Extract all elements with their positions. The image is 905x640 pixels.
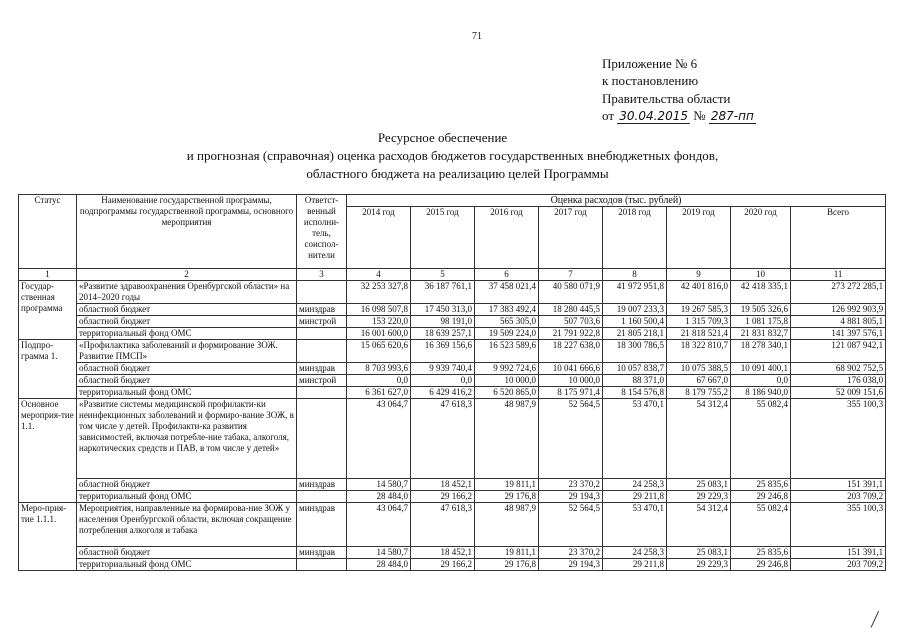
status-cell: Основное мероприя-тие 1.1. <box>19 399 77 503</box>
value-cell: 18 300 786,5 <box>603 340 667 363</box>
column-number-cell: 7 <box>539 269 603 281</box>
value-cell: 47 618,3 <box>411 503 475 547</box>
header-year-2015: 2015 год <box>411 207 475 269</box>
responsible-cell: минздрав <box>297 363 347 375</box>
responsible-cell <box>297 559 347 571</box>
table-row <box>19 363 886 375</box>
total-value-cell: 273 272 285,1 <box>791 281 886 304</box>
value-cell: 25 835,6 <box>731 547 791 559</box>
responsible-cell: минстрой <box>297 316 347 328</box>
value-cell: 29 166,2 <box>411 559 475 571</box>
header-total: Всего <box>791 207 886 269</box>
value-cell: 29 194,3 <box>539 559 603 571</box>
table-row <box>19 328 886 340</box>
value-cell: 8 703 993,6 <box>347 363 411 375</box>
column-number-cell: 6 <box>475 269 539 281</box>
header-year-2014: 2014 год <box>347 207 411 269</box>
column-number-cell: 10 <box>731 269 791 281</box>
value-cell: 18 639 257,1 <box>411 328 475 340</box>
column-number-cell: 1 <box>19 269 77 281</box>
table-row <box>19 281 886 304</box>
value-cell: 48 987,9 <box>475 503 539 547</box>
column-number-row <box>19 269 886 281</box>
value-cell: 36 187 761,1 <box>411 281 475 304</box>
value-cell: 55 082,4 <box>731 503 791 547</box>
value-cell: 23 370,2 <box>539 479 603 491</box>
value-cell: 29 211,8 <box>603 491 667 503</box>
value-cell: 88 371,0 <box>603 375 667 387</box>
value-cell: 18 452,1 <box>411 547 475 559</box>
status-cell: Государ-ственная программа <box>19 281 77 340</box>
total-value-cell: 203 709,2 <box>791 559 886 571</box>
value-cell: 10 041 666,6 <box>539 363 603 375</box>
appendix-line-2: к постановлению <box>602 73 699 88</box>
responsible-cell: минстрой <box>297 375 347 387</box>
responsible-cell: минздрав <box>297 547 347 559</box>
header-status: Статус <box>19 195 77 269</box>
appendix-line-3: Правительства области <box>602 91 731 106</box>
value-cell: 19 509 224,0 <box>475 328 539 340</box>
column-number-cell: 3 <box>297 269 347 281</box>
value-cell: 16 098 507,8 <box>347 304 411 316</box>
handwritten-date: 30.04.2015 <box>619 109 688 123</box>
value-cell: 8 186 940,0 <box>731 387 791 399</box>
value-cell: 55 082,4 <box>731 399 791 479</box>
value-cell: 28 484,0 <box>347 559 411 571</box>
name-cell: территориальный фонд ОМС <box>77 491 297 503</box>
column-number-cell: 8 <box>603 269 667 281</box>
responsible-cell: минздрав <box>297 503 347 547</box>
value-cell: 54 312,4 <box>667 503 731 547</box>
column-number-cell: 4 <box>347 269 411 281</box>
responsible-cell <box>297 340 347 363</box>
total-value-cell: 151 391,1 <box>791 547 886 559</box>
status-cell: Меро-прия-тие 1.1.1. <box>19 503 77 571</box>
value-cell: 52 564,5 <box>539 399 603 479</box>
table-row <box>19 375 886 387</box>
table-row <box>19 547 886 559</box>
responsible-cell <box>297 399 347 479</box>
value-cell: 52 564,5 <box>539 503 603 547</box>
total-value-cell: 355 100,3 <box>791 503 886 547</box>
name-cell: «Профилактика заболеваний и формирование ЗОЖ. Развитие ПМСП» <box>77 340 297 363</box>
value-cell: 6 361 627,0 <box>347 387 411 399</box>
value-cell: 6 429 416,2 <box>411 387 475 399</box>
column-number-cell: 2 <box>77 269 297 281</box>
value-cell: 25 083,1 <box>667 479 731 491</box>
value-cell: 10 057 838,7 <box>603 363 667 375</box>
value-cell: 16 523 589,6 <box>475 340 539 363</box>
status-cell: Подпро-грамма 1. <box>19 340 77 399</box>
appendix-line-1: Приложение № 6 <box>602 56 698 71</box>
responsible-cell <box>297 328 347 340</box>
name-cell: областной бюджет <box>77 316 297 328</box>
name-cell: «Развитие здравоохранения Оренбургской области» на 2014–2020 годы <box>77 281 297 304</box>
value-cell: 21 791 922,8 <box>539 328 603 340</box>
table-row <box>19 387 886 399</box>
value-cell: 19 505 326,6 <box>731 304 791 316</box>
header-estimate: Оценка расходов (тыс. рублей) <box>347 195 886 207</box>
value-cell: 42 418 335,1 <box>731 281 791 304</box>
value-cell: 25 835,6 <box>731 479 791 491</box>
table-row <box>19 491 886 503</box>
name-cell: территориальный фонд ОМС <box>77 559 297 571</box>
value-cell: 29 229,3 <box>667 491 731 503</box>
value-cell: 29 246,8 <box>731 559 791 571</box>
column-number-cell: 5 <box>411 269 475 281</box>
name-cell: территориальный фонд ОМС <box>77 387 297 399</box>
value-cell: 21 831 832,7 <box>731 328 791 340</box>
total-value-cell: 151 391,1 <box>791 479 886 491</box>
table-row <box>19 399 886 479</box>
header-year-2019: 2019 год <box>667 207 731 269</box>
table-row <box>19 340 886 363</box>
value-cell: 8 154 576,8 <box>603 387 667 399</box>
total-value-cell: 121 087 942,1 <box>791 340 886 363</box>
value-cell: 32 253 327,8 <box>347 281 411 304</box>
appendix-date-line <box>602 108 756 124</box>
value-cell: 16 001 600,0 <box>347 328 411 340</box>
value-cell: 24 258,3 <box>603 547 667 559</box>
value-cell: 565 305,0 <box>475 316 539 328</box>
responsible-cell <box>297 491 347 503</box>
value-cell: 0,0 <box>347 375 411 387</box>
value-cell: 98 191,0 <box>411 316 475 328</box>
document-title-line-3: областного бюджета на реализацию целей Программы <box>306 166 609 181</box>
value-cell: 53 470,1 <box>603 399 667 479</box>
value-cell: 17 450 313,0 <box>411 304 475 316</box>
resource-table <box>18 194 886 571</box>
value-cell: 16 369 156,6 <box>411 340 475 363</box>
value-cell: 29 246,8 <box>731 491 791 503</box>
total-value-cell: 203 709,2 <box>791 491 886 503</box>
value-cell: 0,0 <box>411 375 475 387</box>
handwritten-number: 287-пп <box>710 109 754 123</box>
value-cell: 10 075 388,5 <box>667 363 731 375</box>
header-year-2017: 2017 год <box>539 207 603 269</box>
header-year-2020: 2020 год <box>731 207 791 269</box>
value-cell: 153 220,0 <box>347 316 411 328</box>
value-cell: 10 091 400,1 <box>731 363 791 375</box>
value-cell: 19 267 585,3 <box>667 304 731 316</box>
value-cell: 15 065 620,6 <box>347 340 411 363</box>
value-cell: 19 811,1 <box>475 547 539 559</box>
name-cell: областной бюджет <box>77 363 297 375</box>
header-year-2018: 2018 год <box>603 207 667 269</box>
value-cell: 0,0 <box>731 375 791 387</box>
responsible-cell <box>297 281 347 304</box>
value-cell: 507 703,6 <box>539 316 603 328</box>
name-cell: Мероприятия, направленные на формирова-ние ЗОЖ у населения Оренбургской области, включая сокращение потребления алкоголя и табака <box>77 503 297 547</box>
value-cell: 9 992 724,6 <box>475 363 539 375</box>
table-row <box>19 304 886 316</box>
total-value-cell: 355 100,3 <box>791 399 886 479</box>
date-prefix: от <box>602 108 615 123</box>
value-cell: 29 166,2 <box>411 491 475 503</box>
value-cell: 6 520 865,0 <box>475 387 539 399</box>
total-value-cell: 176 038,0 <box>791 375 886 387</box>
value-cell: 1 081 175,8 <box>731 316 791 328</box>
value-cell: 25 083,1 <box>667 547 731 559</box>
table-row <box>19 479 886 491</box>
responsible-cell: минздрав <box>297 304 347 316</box>
name-cell: областной бюджет <box>77 304 297 316</box>
value-cell: 67 667,0 <box>667 375 731 387</box>
value-cell: 47 618,3 <box>411 399 475 479</box>
header-responsible: Ответст-венный исполни-тель, соиспол-нители <box>297 195 347 269</box>
name-cell: областной бюджет <box>77 479 297 491</box>
value-cell: 40 580 071,9 <box>539 281 603 304</box>
total-value-cell: 68 902 752,5 <box>791 363 886 375</box>
value-cell: 29 229,3 <box>667 559 731 571</box>
value-cell: 18 322 810,7 <box>667 340 731 363</box>
value-cell: 19 811,1 <box>475 479 539 491</box>
header-name: Наименование государственной программы, подпрограммы государственной программы, основного мероприятия <box>77 195 297 269</box>
value-cell: 43 064,7 <box>347 503 411 547</box>
value-cell: 42 401 816,0 <box>667 281 731 304</box>
value-cell: 18 227 638,0 <box>539 340 603 363</box>
value-cell: 29 211,8 <box>603 559 667 571</box>
value-cell: 48 987,9 <box>475 399 539 479</box>
value-cell: 8 175 971,4 <box>539 387 603 399</box>
column-number-cell: 11 <box>791 269 886 281</box>
value-cell: 28 484,0 <box>347 491 411 503</box>
value-cell: 21 818 521,4 <box>667 328 731 340</box>
value-cell: 19 007 233,3 <box>603 304 667 316</box>
table-row <box>19 559 886 571</box>
name-cell: областной бюджет <box>77 547 297 559</box>
value-cell: 17 383 492,4 <box>475 304 539 316</box>
table-row <box>19 503 886 547</box>
value-cell: 24 258,3 <box>603 479 667 491</box>
value-cell: 8 179 755,2 <box>667 387 731 399</box>
value-cell: 1 160 500,4 <box>603 316 667 328</box>
value-cell: 18 452,1 <box>411 479 475 491</box>
value-cell: 29 176,8 <box>475 491 539 503</box>
value-cell: 9 939 740,4 <box>411 363 475 375</box>
header-year-2016: 2016 год <box>475 207 539 269</box>
name-cell: областной бюджет <box>77 375 297 387</box>
value-cell: 21 805 218,1 <box>603 328 667 340</box>
table-row <box>19 316 886 328</box>
total-value-cell: 141 397 576,1 <box>791 328 886 340</box>
value-cell: 37 458 021,4 <box>475 281 539 304</box>
value-cell: 43 064,7 <box>347 399 411 479</box>
value-cell: 14 580,7 <box>347 547 411 559</box>
signature-mark <box>871 611 887 631</box>
value-cell: 53 470,1 <box>603 503 667 547</box>
value-cell: 23 370,2 <box>539 547 603 559</box>
responsible-cell: минздрав <box>297 479 347 491</box>
value-cell: 29 176,8 <box>475 559 539 571</box>
column-number-cell: 9 <box>667 269 731 281</box>
page-number: 71 <box>472 31 482 42</box>
value-cell: 14 580,7 <box>347 479 411 491</box>
value-cell: 1 315 709,3 <box>667 316 731 328</box>
value-cell: 18 278 340,1 <box>731 340 791 363</box>
number-prefix: № <box>693 108 706 123</box>
value-cell: 10 000,0 <box>539 375 603 387</box>
value-cell: 29 194,3 <box>539 491 603 503</box>
name-cell: территориальный фонд ОМС <box>77 328 297 340</box>
document-title-line-1: Ресурсное обеспечение <box>377 130 508 145</box>
value-cell: 10 000,0 <box>475 375 539 387</box>
value-cell: 41 972 951,8 <box>603 281 667 304</box>
value-cell: 18 280 445,5 <box>539 304 603 316</box>
total-value-cell: 52 009 151,6 <box>791 387 886 399</box>
responsible-cell <box>297 387 347 399</box>
value-cell: 54 312,4 <box>667 399 731 479</box>
total-value-cell: 4 881 805,1 <box>791 316 886 328</box>
name-cell: «Развитие системы медицинской профилакти-ки неинфекционных заболеваний и формиро-вание ЗОЖ, в том числе у детей. Профилакти-ка развития зависимостей, включая потребле-ние табака, алкоголя, наркотических средств и ПАВ, в том числе у детей» <box>77 399 297 479</box>
document-title-line-2: и прогнозная (справочная) оценка расходов бюджетов государственных внебюджетных фондов, <box>186 148 719 163</box>
total-value-cell: 126 992 903,9 <box>791 304 886 316</box>
